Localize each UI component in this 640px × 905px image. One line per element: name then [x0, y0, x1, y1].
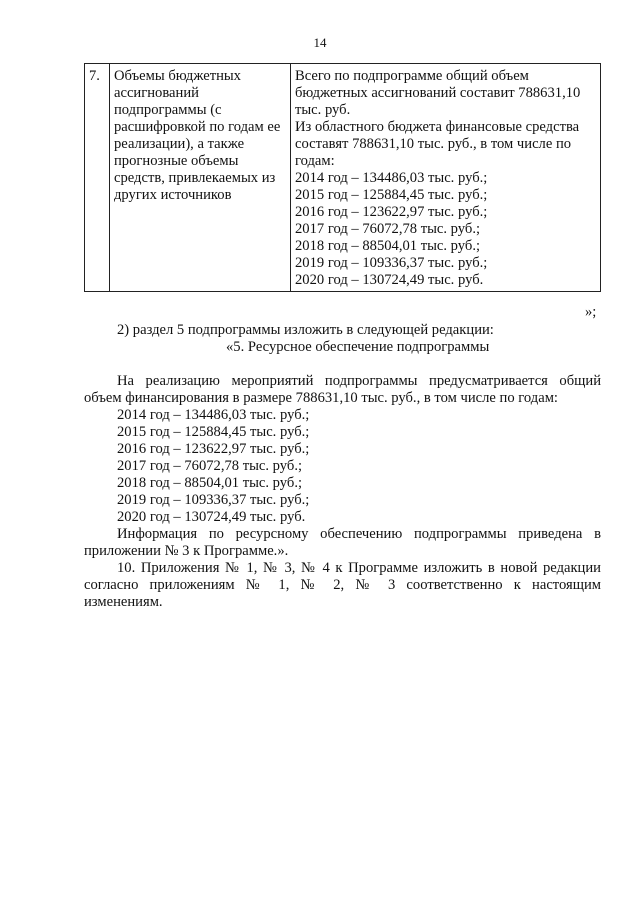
year-line: 2017 год – 76072,78 тыс. руб.;: [117, 458, 303, 474]
content-line: Всего по подпрограмме общий объем: [295, 68, 529, 84]
row-content-cell: [291, 64, 601, 292]
content-line: 2018 год – 88504,01 тыс. руб.;: [295, 238, 481, 254]
row-label-cell: [110, 64, 291, 292]
year-line: 2015 год – 125884,45 тыс. руб.;: [117, 424, 310, 440]
label-line: прогнозные объемы: [114, 153, 239, 169]
label-line: подпрограммы (с: [114, 102, 222, 118]
page-number: 14: [313, 35, 327, 50]
label-line: реализации), а также: [114, 136, 245, 152]
year-line: 2018 год – 88504,01 тыс. руб.;: [117, 475, 303, 491]
label-line: средств, привлекаемых из: [114, 170, 276, 186]
content-line: 2014 год – 134486,03 тыс. руб.;: [295, 170, 488, 186]
item2-text: 2) раздел 5 подпрограммы изложить в следующей редакции:: [117, 322, 494, 338]
content-line: 2019 год – 109336,37 тыс. руб.;: [295, 255, 488, 271]
content-line: бюджетных ассигнований составит 788631,10: [295, 85, 581, 101]
content-line: 2015 год – 125884,45 тыс. руб.;: [295, 187, 488, 203]
paragraph-line: Информация по ресурсному обеспечению подпрограммы приведена в: [117, 526, 601, 542]
paragraph-line: изменениям.: [84, 594, 163, 610]
section-title: «5. Ресурсное обеспечение подпрограммы: [226, 339, 490, 355]
content-line: 2020 год – 130724,49 тыс. руб.: [295, 272, 484, 288]
year-line: 2014 год – 134486,03 тыс. руб.;: [117, 407, 310, 423]
program-table: [84, 63, 601, 292]
paragraph-line: объем финансирования в размере 788631,10 тыс. руб., в том числе по годам:: [84, 390, 558, 406]
label-line: Объемы бюджетных: [114, 68, 241, 84]
year-line: 2016 год – 123622,97 тыс. руб.;: [117, 441, 310, 457]
closing-quote: »;: [585, 304, 597, 320]
paragraph-line: согласно приложениям № 1, № 2, № 3 соответственно к настоящим: [84, 577, 601, 593]
label-line: расшифровкой по годам ее: [114, 119, 281, 135]
content-line: годам:: [295, 153, 335, 169]
content-line: 2016 год – 123622,97 тыс. руб.;: [295, 204, 488, 220]
year-line: 2020 год – 130724,49 тыс. руб.: [117, 509, 306, 525]
content-line: составят 788631,10 тыс. руб., в том числе по: [295, 136, 572, 152]
label-line: ассигнований: [114, 85, 199, 101]
label-line: других источников: [114, 187, 232, 203]
content-line: тыс. руб.: [295, 102, 351, 118]
content-line: 2017 год – 76072,78 тыс. руб.;: [295, 221, 481, 237]
table-row: [85, 64, 601, 292]
row-number-cell: [85, 64, 110, 292]
year-line: 2019 год – 109336,37 тыс. руб.;: [117, 492, 310, 508]
row-number: 7.: [89, 68, 100, 84]
paragraph-line: приложении № 3 к Программе.».: [84, 543, 289, 559]
paragraph-line: На реализацию мероприятий подпрограммы предусматривается общий: [117, 373, 601, 389]
paragraph-line: 10. Приложения № 1, № 3, № 4 к Программе изложить в новой редакции: [117, 560, 601, 576]
content-line: Из областного бюджета финансовые средства: [295, 119, 580, 135]
